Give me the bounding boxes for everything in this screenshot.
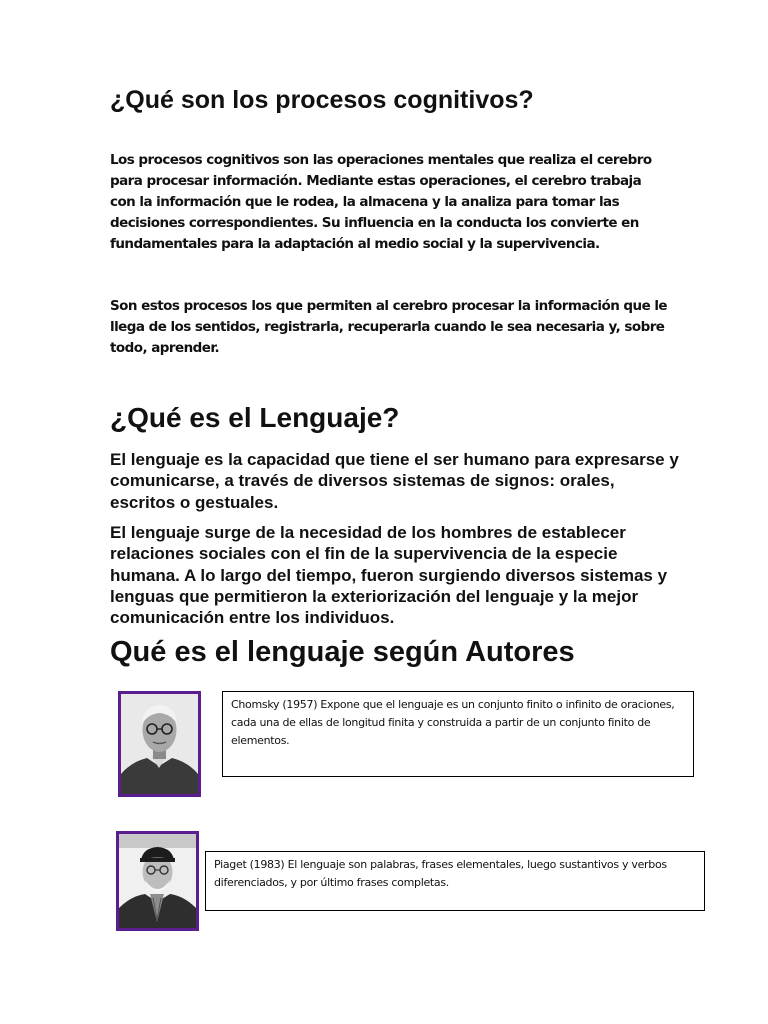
piaget-portrait-icon bbox=[119, 834, 196, 928]
piaget-photo bbox=[116, 831, 199, 931]
piaget-quote-box: Piaget (1983) El lenguaje son palabras, frases elementales, luego sustantivos y verbos diferenciados, y por último frases completas. bbox=[205, 851, 705, 911]
paragraph-language-definition: El lenguaje es la capacidad que tiene el ser humano para expresarse y comunicarse, a través de diversos sistemas de signos: orales, escritos o gestuales. bbox=[110, 450, 679, 512]
chomsky-portrait-icon bbox=[121, 694, 198, 794]
heading-language: ¿Qué es el Lenguaje? bbox=[110, 402, 400, 433]
paragraph-cognitive-definition: Los procesos cognitivos son las operaciones mentales que realiza el cerebro para procesar información. Mediante estas operaciones, el cerebro trabaja con la información que le rodea, la almacena y la analiza para tomar las decisiones correspondientes. Su influencia en la conducta los convierte en fundamentales para la adaptación al medio social y la supervivencia. bbox=[110, 152, 652, 252]
paragraph-language-origin: El lenguaje surge de la necesidad de los hombres de establecer relaciones sociales con el fin de la supervivencia de la especie humana. A lo largo del tiempo, fueron surgiendo diversos sistemas y lenguas que permitieron la exteriorización del lenguaje y la mejor comunicación entre los individuos. bbox=[110, 523, 668, 628]
chomsky-photo bbox=[118, 691, 201, 797]
chomsky-quote-box: Chomsky (1957) Expone que el lenguaje es un conjunto finito o infinito de oraciones, cada una de ellas de longitud finita y construida a partir de un conjunto finito de elementos. bbox=[222, 691, 694, 777]
heading-cognitive-processes: ¿Qué son los procesos cognitivos? bbox=[110, 86, 534, 114]
paragraph-cognitive-function: Son estos procesos los que permiten al cerebro procesar la información que le llega de los sentidos, registrarla, recuperarla cuando le sea necesaria y, sobre todo, aprender. bbox=[110, 298, 668, 356]
heading-language-authors: Qué es el lenguaje según Autores bbox=[110, 636, 575, 668]
